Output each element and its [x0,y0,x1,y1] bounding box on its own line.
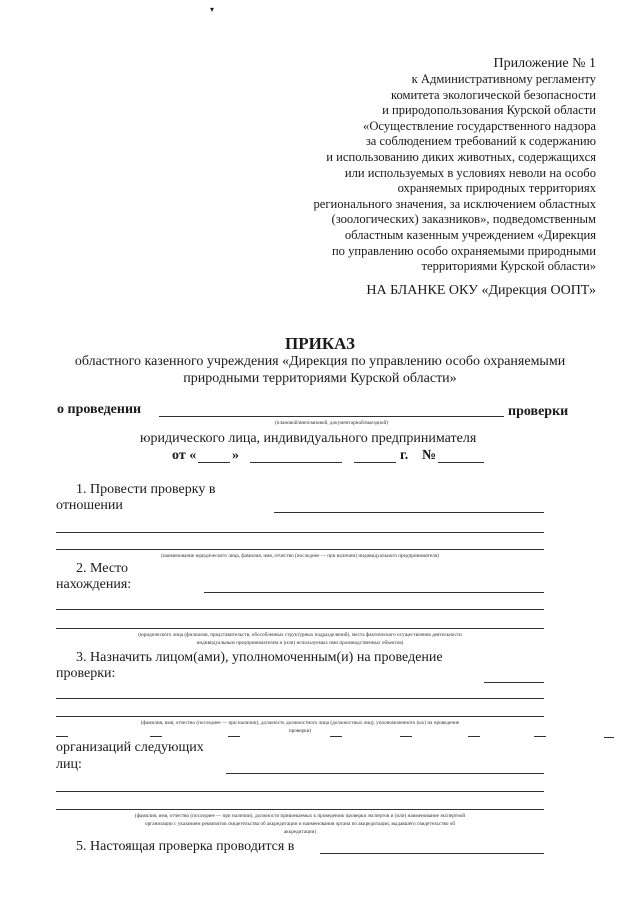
item3-dash [228,736,240,737]
item2-hint2: индивидуальным предпринимателем и (или) используемых ими производственных объектов) [196,640,404,646]
item3-hint1: (фамилия, имя, отчество (последнее — при наличии), должность должностного лица (должностных лиц), уполномоченного (ых) на проведение [140,720,460,726]
approval-line: (зоологических) заказников», подведомственным [331,212,596,227]
item1-field-1[interactable] [274,512,544,513]
item3-field-1[interactable] [484,682,544,683]
item4-line1: организаций следующих [56,740,204,755]
item5-field-1[interactable] [320,853,544,854]
item3-hint2: проверки) [288,728,312,734]
item4-hint2: организации с указанием реквизитов свидетельства об аккредитации и наименования органа по аккредитации, выдавшего свидетельство об [144,821,455,827]
scan-mark-right [604,737,614,738]
approval-line: комитета экологической безопасности [390,87,596,102]
check-type-hint: (плановой/внеплановой, документарной/выездной) [274,420,389,426]
approval-line: территориями Курской области» [421,259,596,274]
approval-line: по управлению особо охраняемыми природными [331,243,596,258]
item4-hint3: аккредитации) [283,829,317,835]
number-sign: № [422,448,437,463]
approval-line: за соблюдением требований к содержанию [365,134,596,149]
approval-line: регионального значения, за исключением областных [313,196,596,211]
check-type-field[interactable] [159,416,504,417]
item3-field-2[interactable] [56,698,544,699]
item2-field-1[interactable] [204,592,544,593]
about-prefix: о проведении [57,402,142,417]
order-number-field[interactable] [438,462,484,463]
document-subtitle-line1: областного казенного учреждения «Дирекция по управлению особо охраняемыми [74,354,566,369]
date-from-label: от « [172,448,197,463]
item4-field-3[interactable] [56,809,544,810]
item3-line1: 3. Назначить лицом(ами), уполномоченным(и) на проведение [76,650,443,665]
approval-line: к Административному регламенту [411,72,596,86]
item1-hint: (наименование юридического лица, фамилия, имя, отчество (последнее — при наличии) индивидуального предпринимателя) [161,553,439,559]
item1-field-3[interactable] [56,549,544,550]
item3-dash [56,736,68,737]
scan-mark: ▾ [210,5,215,14]
item1-line1: 1. Провести проверку в [76,482,216,497]
item3-dash [150,736,162,737]
date-month-field[interactable] [250,462,342,463]
approval-line: областным казенным учреждением «Дирекция [344,227,596,242]
approval-block [313,56,596,275]
about-suffix: проверки [508,404,569,419]
letterhead-note: НА БЛАНКЕ ОКУ «Дирекция ООПТ» [366,283,596,298]
approval-line: или используемых в условиях неволи на особо [344,165,596,180]
item3-field-3[interactable] [56,716,544,717]
date-year-label: г. [400,448,409,463]
item4-line2: лиц: [56,757,82,772]
item3-dash [534,736,546,737]
document-subtitle-line2: природными территориями Курской области» [183,371,457,386]
item1-line2: отношении [56,498,123,513]
item4-hint1: (фамилия, имя, отчество (последнее — при наличии), должности привлекаемых к проведению проверки экспертов и (или) наименование экспертной [134,813,466,819]
item1-field-2[interactable] [56,532,544,533]
date-quote-close: » [232,448,239,463]
item2-hint1: (юридического лица (филиалов, представительств, обособленных структурных подразделений), места фактического осуществления деятельности [138,632,462,638]
approval-line: «Осуществление государственного надзора [363,118,596,133]
document-title: ПРИКАЗ [285,334,355,353]
item2-line1: 2. Место [76,561,128,576]
item3-dash [400,736,412,737]
item4-field-2[interactable] [56,791,544,792]
approval-line: и использованию диких животных, содержащихся [326,149,596,164]
approval-line: и природопользования Курской области [382,103,596,118]
item3-dash [468,736,480,737]
item2-line2: нахождения: [56,577,132,592]
approval-line: охраняемых природных территориях [397,181,596,196]
item4-field-1[interactable] [226,773,544,774]
item3-line2: проверки: [56,666,116,681]
item2-field-2[interactable] [56,609,544,610]
date-year-field[interactable] [354,462,396,463]
item5-line1: 5. Настоящая проверка проводится в [76,839,295,854]
about-line2: юридического лица, индивидуального предпринимателя [140,431,477,446]
approval-line: Приложение № 1 [493,56,596,71]
item2-field-3[interactable] [56,628,544,629]
date-day-field[interactable] [198,462,230,463]
item3-dash [330,736,342,737]
